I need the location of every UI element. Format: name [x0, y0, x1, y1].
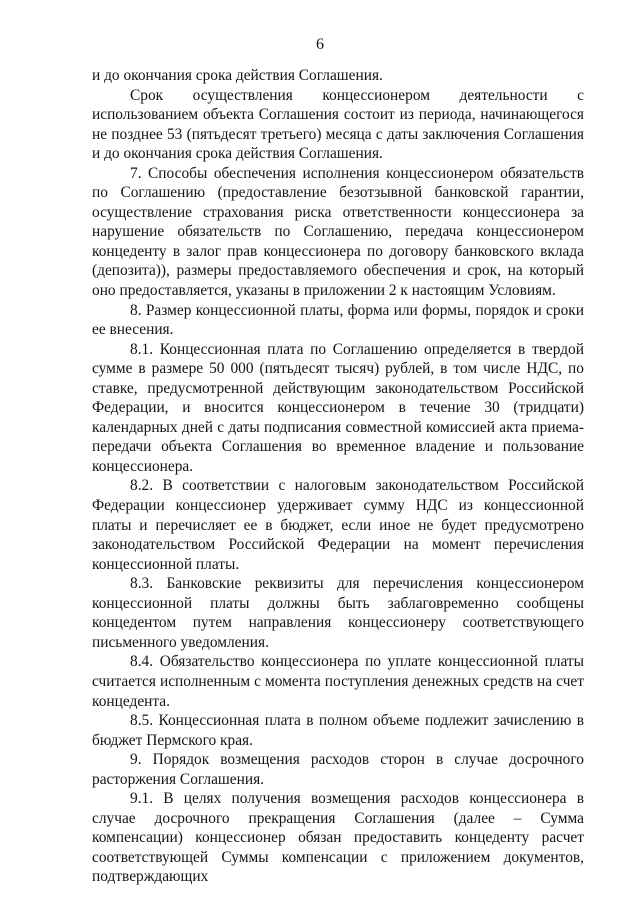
paragraph-continuation: и до окончания срока действия Соглашения. [92, 67, 383, 84]
paragraph-activity-period: Срок осуществления концессионером деятельности с использованием объекта Соглашения состоит из периода, начинающегося не позднее 53 (пятьдесят третьего) месяца с даты заключения Соглашения и до окончания срока действия Соглашения. [92, 86, 584, 163]
paragraph-8-3-bank-details: 8.3. Банковские реквизиты для перечисления концессионером концессионной платы должны быть заблаговременно сообщены концедентом путем направления концессионеру соответствующего письменного уведомления. [92, 575, 584, 651]
paragraph-7-security-methods: 7. Способы обеспечения исполнения концессионером обязательств по Соглашению (предоставление безотзывной банковской гарантии, осуществление страхования риска ответственности концессионера за нарушение обязательств по Соглашению, передача концессионером концеденту в залог прав концессионера по договору банковского вклада (депозита)), размеры предоставляемого обеспечения и срок, на который оно предоставляется, указаны в приложении 2 к настоящим Условиям. [92, 164, 584, 300]
paragraph-8-concession-fee: 8. Размер концессионной платы, форма или формы, порядок и сроки ее внесения. [92, 301, 584, 339]
paragraph-8-1-fee-amount: 8.1. Концессионная плата по Соглашению определяется в твердой сумме в размере 50 000 (пятьдесят тысяч) рублей, в том числе НДС, по ставке, предусмотренной действующим законодательством Российской Федерации, и вносится концессионером в течение 30 (тридцати) календарных дней с даты подписания совместной комиссией акта приема-передачи объекта Соглашения во временное владение и пользование концессионера. [92, 340, 584, 475]
document-body [92, 66, 584, 887]
paragraph-9-expense-reimbursement: 9. Порядок возмещения расходов сторон в случае досрочного расторжения Соглашения. [92, 751, 584, 788]
page-number: 6 [316, 36, 324, 53]
paragraph-8-5-budget: 8.5. Концессионная плата в полном объеме подлежит зачислению в бюджет Пермского края. [92, 712, 584, 749]
paragraph-9-1-compensation: 9.1. В целях получения возмещения расходов концессионера в случае досрочного прекращения Соглашения (далее – Сумма компенсации) концессионер обязан предоставить концеденту расчет соответствующей Суммы компенсации с приложением документов, подтверждающих [92, 790, 584, 886]
paragraph-8-4-obligation-fulfilled: 8.4. Обязательство концессионера по уплате концессионной платы считается исполненным с момента поступления денежных средств на счет концедента. [92, 653, 584, 710]
paragraph-8-2-vat: 8.2. В соответствии с налоговым законодательством Российской Федерации концессионер удерживает сумму НДС из концессионной платы и перечисляет ее в бюджет, если иное не будет предусмотрено законодательством Российской Федерации на момент перечисления концессионной платы. [92, 477, 584, 573]
